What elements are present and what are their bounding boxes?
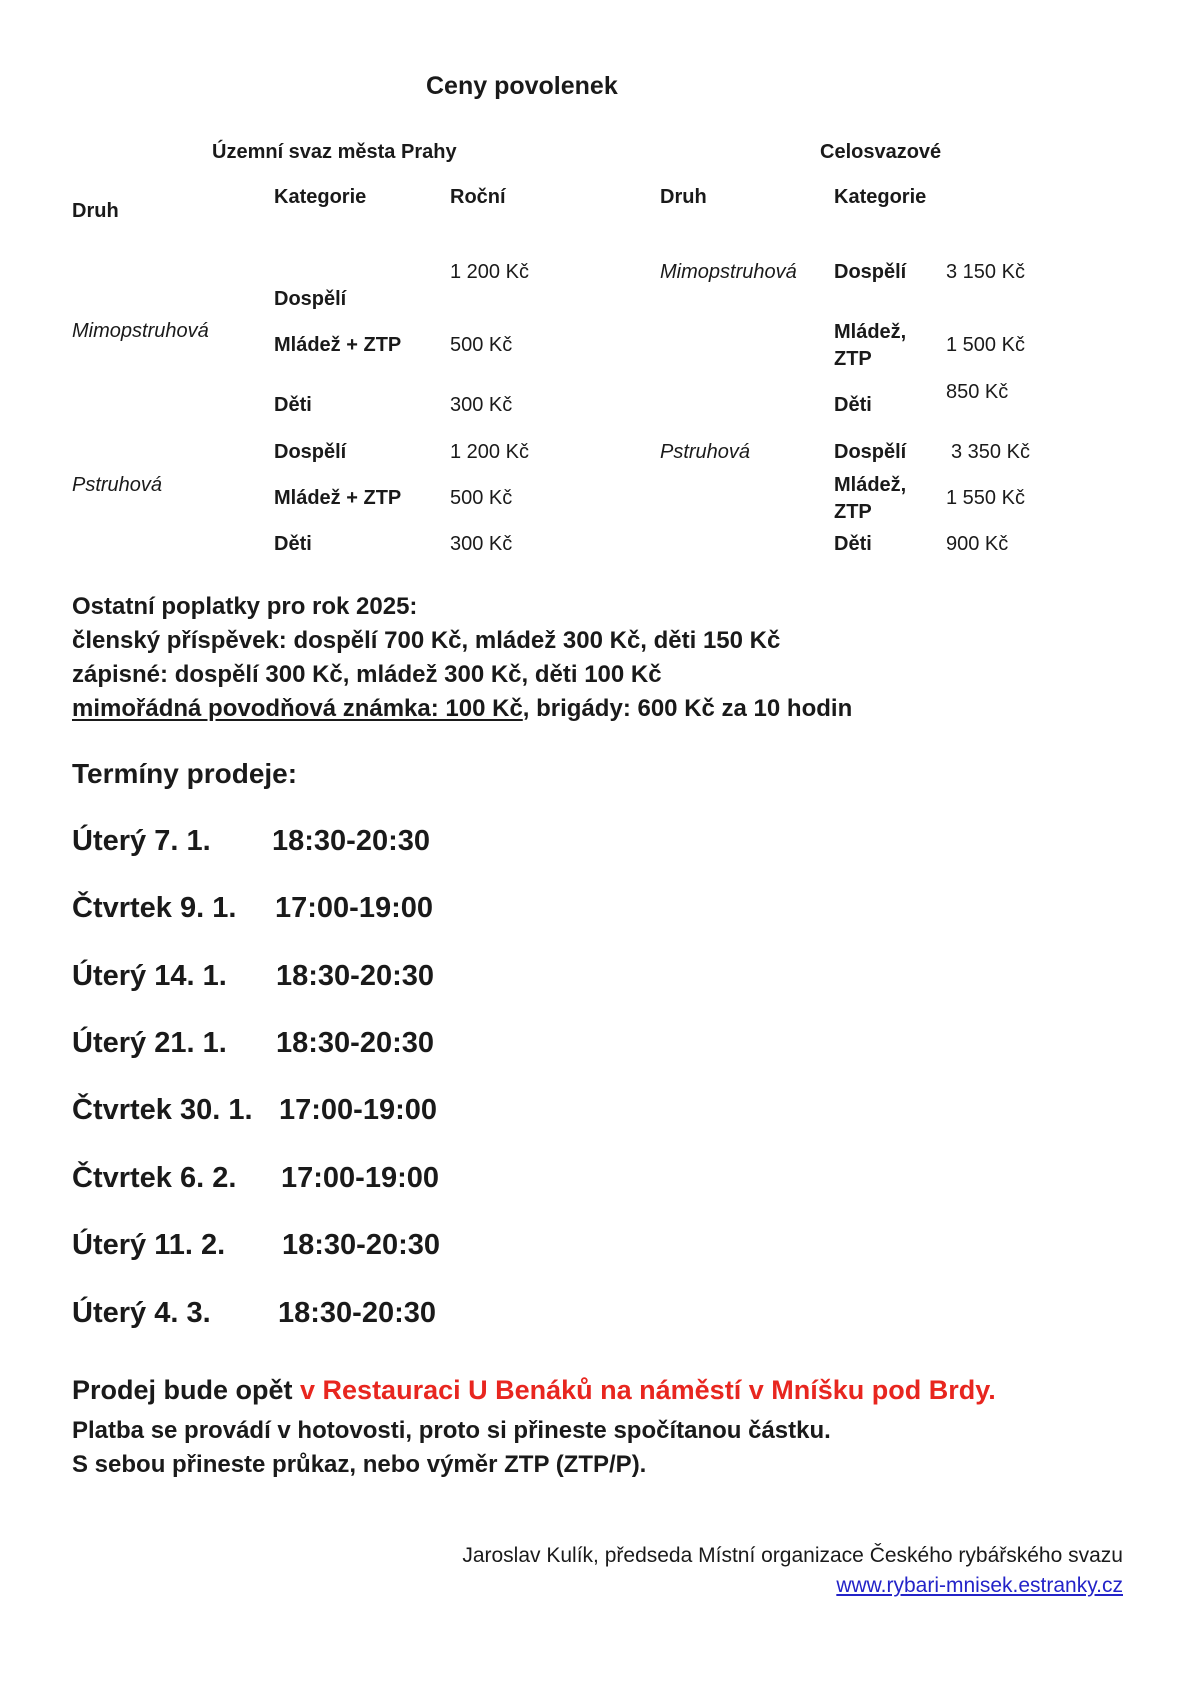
brigades-text: , brigády: 600 Kč za 10 hodin [522, 695, 853, 722]
schedule-time: 18:30-20:30 [276, 960, 434, 992]
national-col-kategorie: Kategorie [834, 186, 927, 208]
venue-line [72, 1375, 996, 1406]
prague-cena: 300 Kč [450, 533, 513, 555]
schedule-time: 17:00-19:00 [275, 892, 433, 924]
national-kategorie: Dospělí [834, 261, 907, 283]
schedule-heading: Termíny prodeje: [72, 758, 298, 789]
payment-note: Platba se provádí v hotovosti, proto si přineste spočítanou částku. [72, 1417, 831, 1444]
national-kategorie: ZTP [834, 348, 872, 370]
prague-cena: 500 Kč [450, 334, 513, 356]
prague-kategorie: Děti [274, 394, 312, 416]
national-col-druh: Druh [660, 186, 707, 208]
schedule-date: Čtvrtek 6. 2. [72, 1162, 237, 1194]
schedule-date: Úterý 14. 1. [72, 960, 227, 992]
national-kategorie: Děti [834, 533, 872, 555]
flood-stamp-underlined: mimořádná povodňová známka: 100 Kč [72, 695, 523, 722]
national-kategorie: Mládež, [834, 321, 907, 343]
fees-registration: zápisné: dospělí 300 Kč, mládež 300 Kč, děti 100 Kč [72, 661, 662, 688]
national-cena: 1 500 Kč [946, 334, 1025, 356]
prague-cena: 1 200 Kč [450, 261, 529, 283]
schedule-date: Úterý 21. 1. [72, 1027, 227, 1059]
website-link[interactable]: www.rybari-mnisek.estranky.cz [836, 1574, 1123, 1597]
schedule-time: 18:30-20:30 [276, 1027, 434, 1059]
venue-lead: Prodej bude opět [72, 1375, 301, 1405]
national-cena: 850 Kč [946, 381, 1009, 403]
venue-place: v Restauraci U Benáků na náměstí v Mníšku pod Brdy. [300, 1375, 996, 1405]
national-kategorie: Mládež, [834, 474, 907, 496]
documents-note: S sebou přineste průkaz, nebo výměr ZTP (ZTP/P). [72, 1451, 647, 1478]
schedule-date: Úterý 11. 2. [72, 1229, 226, 1261]
schedule-time: 18:30-20:30 [282, 1229, 440, 1261]
national-heading: Celosvazové [820, 141, 942, 163]
schedule-date: Úterý 4. 3. [72, 1297, 211, 1329]
national-kategorie: Dospělí [834, 441, 907, 463]
national-druh-mimopstruhova: Mimopstruhová [660, 261, 797, 283]
prague-heading: Územní svaz města Prahy [212, 141, 457, 163]
prague-cena: 300 Kč [450, 394, 513, 416]
schedule-time: 18:30-20:30 [272, 825, 430, 857]
prague-cena: 500 Kč [450, 487, 513, 509]
prague-kategorie: Mládež + ZTP [274, 334, 402, 356]
national-kategorie: Děti [834, 394, 872, 416]
prague-col-kategorie: Kategorie [274, 186, 367, 208]
schedule-time: 17:00-19:00 [281, 1162, 439, 1194]
prague-kategorie: Dospělí [274, 288, 347, 310]
national-cena: 3 350 Kč [951, 441, 1030, 463]
national-kategorie: ZTP [834, 501, 872, 523]
national-cena: 3 150 Kč [946, 261, 1025, 283]
national-druh-pstruhova: Pstruhová [660, 441, 751, 463]
fees-block [72, 590, 852, 726]
prague-druh-mimopstruhova: Mimopstruhová [72, 320, 209, 342]
signature: Jaroslav Kulík, předseda Místní organizace Českého rybářského svazu [462, 1544, 1123, 1567]
fees-flood-stamp [72, 692, 852, 726]
prague-kategorie: Mládež + ZTP [274, 487, 402, 509]
schedule-date: Úterý 7. 1. [72, 825, 211, 857]
schedule-time: 17:00-19:00 [279, 1094, 437, 1126]
prague-col-druh: Druh [72, 200, 119, 222]
schedule-time: 18:30-20:30 [278, 1297, 436, 1329]
national-cena: 900 Kč [946, 533, 1009, 555]
page-title: Ceny povolenek [426, 72, 618, 100]
prague-kategorie: Děti [274, 533, 312, 555]
schedule-date: Čtvrtek 30. 1. [72, 1094, 253, 1126]
prague-cena: 1 200 Kč [450, 441, 529, 463]
prague-kategorie: Dospělí [274, 441, 347, 463]
fees-membership: členský příspěvek: dospělí 700 Kč, mládež 300 Kč, děti 150 Kč [72, 627, 781, 654]
schedule-date: Čtvrtek 9. 1. [72, 892, 237, 924]
prague-col-rocni: Roční [450, 186, 506, 208]
fees-heading: Ostatní poplatky pro rok 2025: [72, 593, 418, 620]
national-cena: 1 550 Kč [946, 487, 1025, 509]
prague-druh-pstruhova: Pstruhová [72, 474, 163, 496]
